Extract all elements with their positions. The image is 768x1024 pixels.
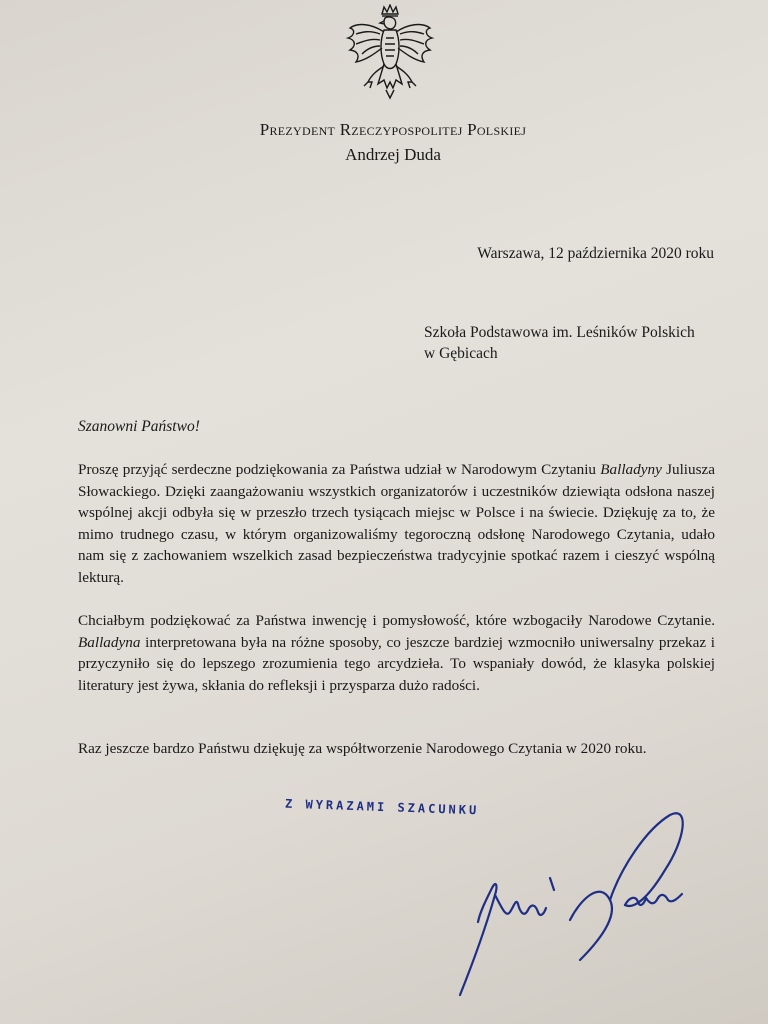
recipient-line-1: Szkoła Podstawowa im. Leśników Polskich (424, 324, 695, 341)
letter-date: Warszawa, 12 października 2020 roku (477, 245, 714, 262)
salutation: Szanowni Państwo! (78, 418, 200, 435)
paragraph-1 (78, 459, 715, 588)
letterhead-name: Andrzej Duda (345, 145, 441, 164)
paragraph-2-text-b: interpretowana była na różne sposoby, co jeszcze bardziej wzmocniło uniwersalny przekaz i przyczyniło się do lepszego zrozumienia tego arcydzieła. To wspaniały dowód, że klasyka polskiej literatury jest żywa, skłania do refleksji i przysparza dużo radości. (78, 633, 715, 694)
paragraph-3: Raz jeszcze bardzo Państwu dziękuję za współtworzenie Narodowego Czytania w 2020 roku. (78, 740, 647, 757)
white-eagle-icon (344, 4, 436, 104)
paragraph-2-title: Balladyna (78, 633, 141, 651)
paragraph-1-text-a: Proszę przyjąć serdeczne podziękowania za Państwa udział w Narodowym Czytaniu (78, 461, 601, 478)
recipient-line-2: w Gębicach (424, 345, 498, 362)
recipient-address (424, 322, 695, 364)
paragraph-1-title: Balladyny (600, 461, 662, 478)
paragraph-1-text-b: Juliusza Słowackiego. Dzięki zaangażowaniu wszystkich organizatorów i uczestników dziewiąta odsłona naszej wspólnej akcji odbyła się w przeszło trzech tysiącach miejsc w Polsce i na świecie. Dziękuję za to, że mimo trudnego czasu, w którym organizowaliśmy tegoroczną odsłonę Narodowego Czytania, udało nam się z zachowaniem wszelkich zasad bezpieczeństwa tradycyjnie spotkać razem i cieszyć wspólną lekturą. (78, 461, 715, 586)
paragraph-2 (78, 610, 715, 696)
handwritten-signature (450, 800, 700, 1010)
letterhead-title: Prezydent Rzeczypospolitej Polskiej (259, 120, 527, 139)
handwritten-closing: Z WYRAZAMI SZACUNKU (284, 796, 480, 818)
paragraph-2-text-a: Chciałbym podziękować za Państwa inwencję i pomysłowość, które wzbogaciły Narodowe Czytanie. (78, 612, 715, 629)
